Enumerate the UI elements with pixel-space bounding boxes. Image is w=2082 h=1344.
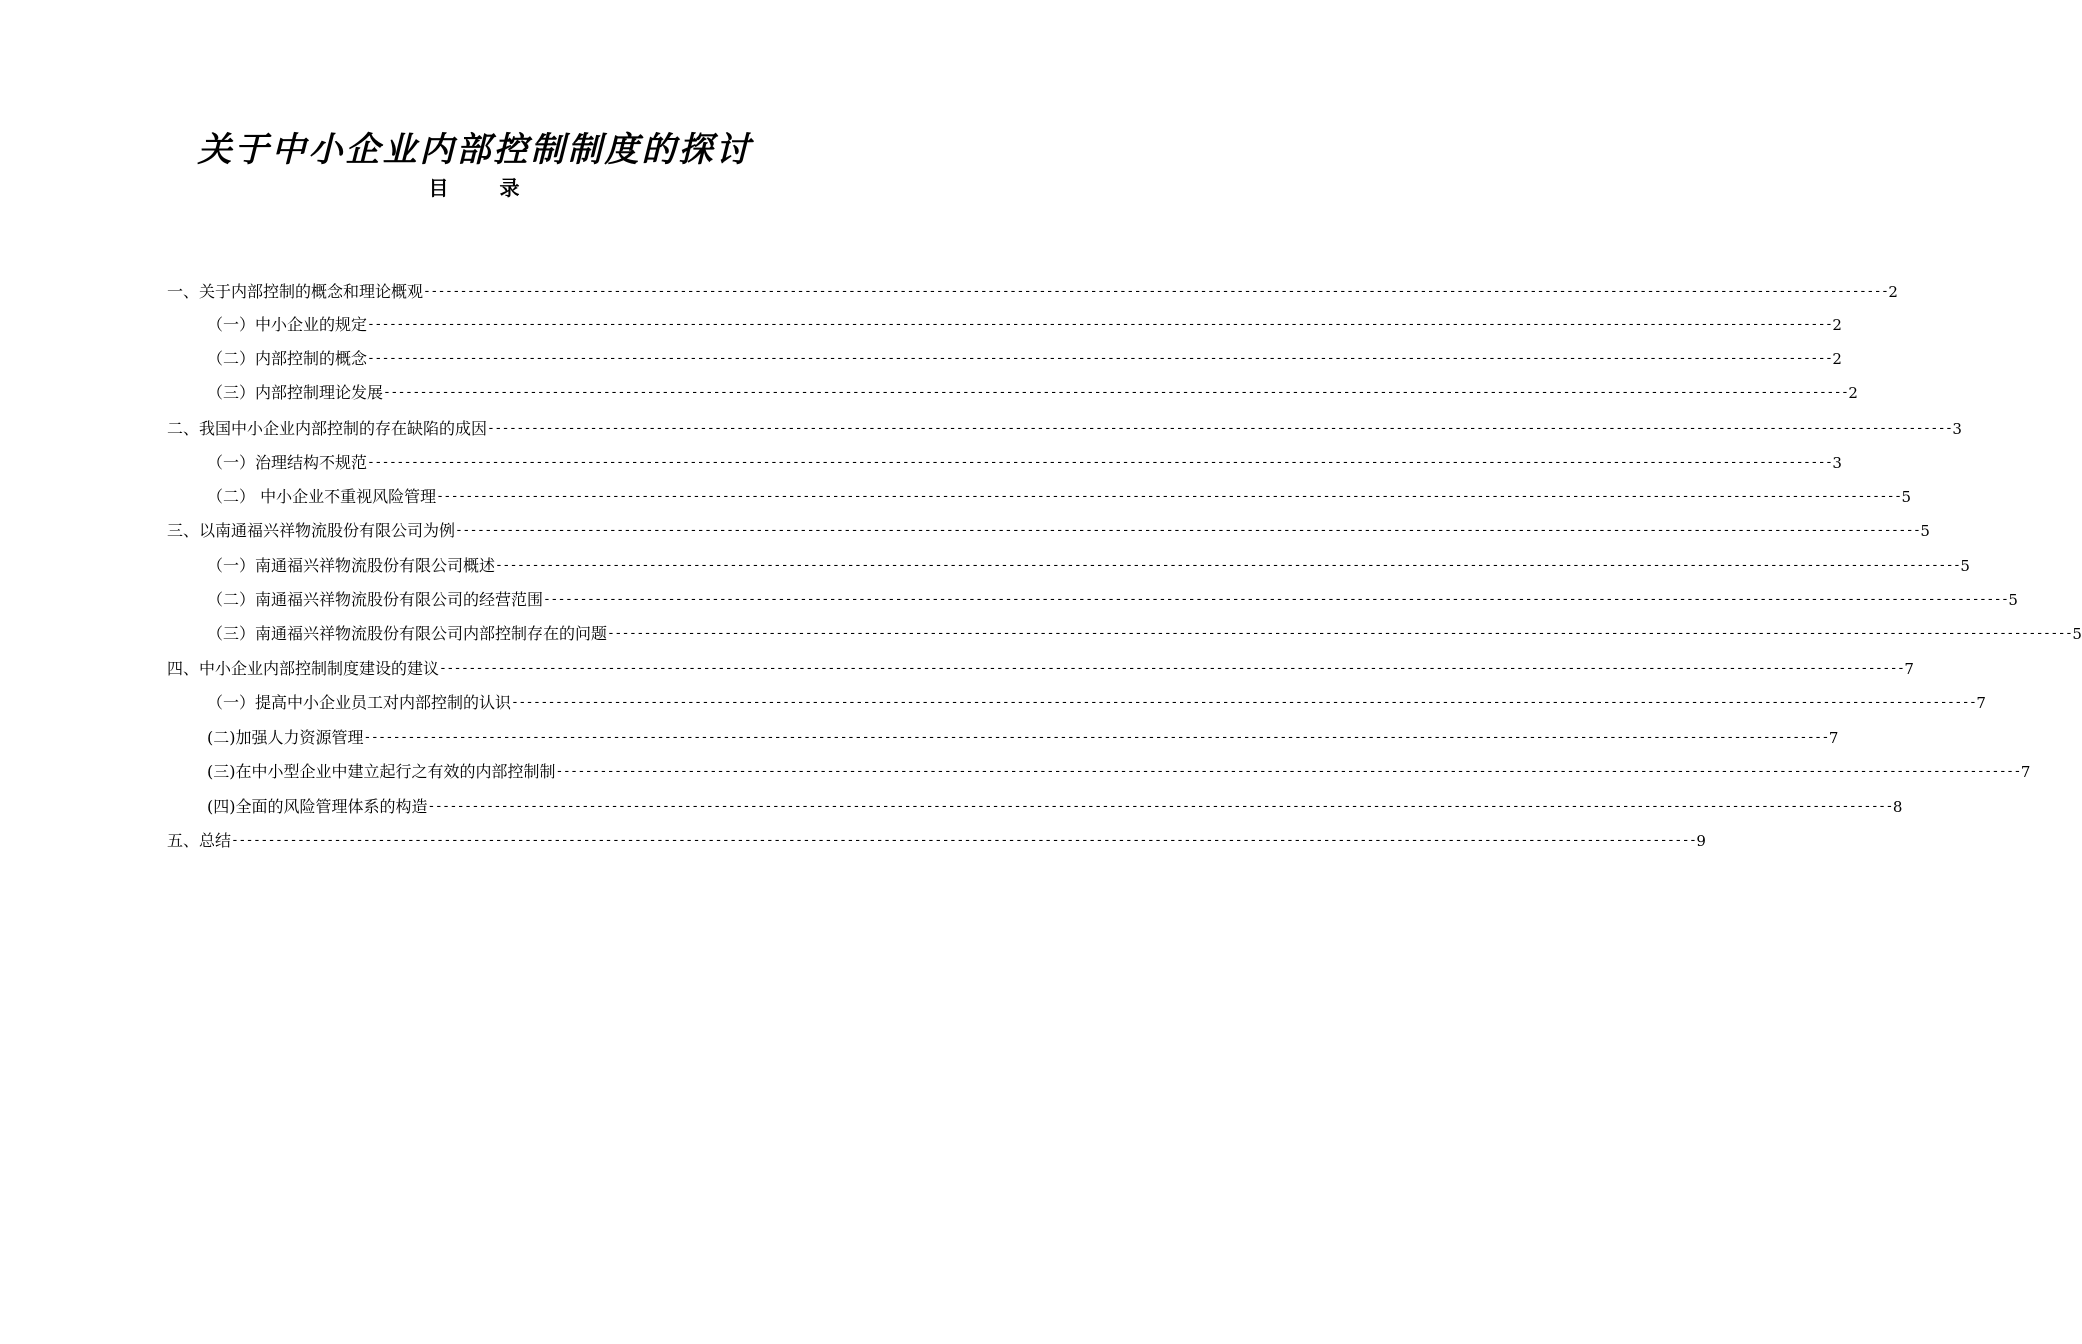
toc-entry-text: 四、中小企业内部控制制度建设的建议 [167,659,440,678]
toc-entry-text: 五、总结 [167,831,232,850]
toc-entry[interactable] [207,725,1839,751]
toc-entry-page: 2 [1832,316,1842,334]
toc-entry-page: 7 [1904,660,1914,678]
toc-entry-text: 一、关于内部控制的概念和理论概观 [167,282,424,301]
toc-leader: -------------------------------------------------------------------------------------------------------------------------------------------------------------------------------------------------------- [511,695,1977,710]
toc-entry-page: 2 [1848,384,1858,402]
toc-entry-text: 二、我国中小企业内部控制的存在缺陷的成因 [167,419,488,438]
toc-entry-text: （三）内部控制理论发展 [207,383,384,402]
toc-entry-text: （一）中小企业的规定 [207,315,368,334]
toc-entry-page: 7 [2020,763,2031,781]
toc-leader: -------------------------------------------------------------------------------------------------------------------------------------------------------------------------------------------------------- [455,523,1921,538]
toc-entry-text: (四)全面的风险管理体系的构造 [207,797,428,816]
toc-entry[interactable] [167,828,1706,854]
toc-entry-text: （一）治理结构不规范 [207,453,368,472]
toc-entry-page: 5 [1920,522,1930,540]
toc-entry[interactable] [207,553,1970,579]
toc-entry[interactable] [207,312,1842,338]
toc-entry-text: (三)在中小型企业中建立起行之有效的内部控制制 [207,762,556,781]
toc-entry-page: 2 [1832,350,1842,368]
toc-leader: -------------------------------------------------------------------------------------------------------------------------------------------------------------------------------------------------------- [487,421,1953,436]
toc-entry-page: 5 [2072,625,2082,643]
toc-entry-page: 7 [1828,729,1839,747]
toc-leader: -------------------------------------------------------------------------------------------------------------------------------------------------------------------------------------------------------- [436,489,1902,504]
toc-entry[interactable] [207,690,1986,716]
toc-entry-text: (二)加强人力资源管理 [207,728,364,747]
document-title: 关于中小企业内部控制制度的探讨 [197,130,753,170]
toc-leader: -------------------------------------------------------------------------------------------------------------------------------------------------------------------------------------------------------- [367,351,1833,366]
toc-entry-page: 9 [1696,832,1706,850]
toc-entry[interactable] [167,416,1962,442]
toc-entry[interactable] [207,380,1858,406]
toc-entry[interactable] [167,656,1914,682]
toc-entry-page: 3 [1832,454,1842,472]
toc-entry-page: 5 [1960,557,1970,575]
toc-entry[interactable] [207,621,2082,647]
toc-leader: -------------------------------------------------------------------------------------------------------------------------------------------------------------------------------------------------------- [423,284,1889,299]
toc-entry[interactable] [207,346,1842,372]
toc-entry[interactable] [167,518,1930,544]
toc-leader: -------------------------------------------------------------------------------------------------------------------------------------------------------------------------------------------------------- [495,558,1961,573]
toc-leader: -------------------------------------------------------------------------------------------------------------------------------------------------------------------------------------------------------- [543,592,2009,607]
toc-entry-page: 5 [1901,488,1911,506]
toc-heading: 目 录 [428,176,542,200]
toc-entry-page: 3 [1952,420,1962,438]
toc-entry[interactable] [207,759,2031,785]
toc-leader: -------------------------------------------------------------------------------------------------------------------------------------------------------------------------------------------------------- [439,661,1905,676]
toc-entry[interactable] [207,587,2018,613]
toc-entry-page: 7 [1976,694,1986,712]
toc-leader: -------------------------------------------------------------------------------------------------------------------------------------------------------------------------------------------------------- [367,317,1833,332]
toc-leader: -------------------------------------------------------------------------------------------------------------------------------------------------------------------------------------------------------- [231,833,1697,848]
toc-entry-page: 2 [1888,283,1898,301]
toc-entry-text: （二） 中小企业不重视风险管理 [207,487,437,506]
toc-entry-text: （二）内部控制的概念 [207,349,368,368]
toc-entry[interactable] [207,794,1903,820]
toc-entry-text: 三、以南通福兴祥物流股份有限公司为例 [167,521,456,540]
toc-entry-text: （二）南通福兴祥物流股份有限公司的经营范围 [207,590,544,609]
toc-entry[interactable] [207,484,1911,510]
toc-entry-text: （一）提高中小企业员工对内部控制的认识 [207,693,512,712]
toc-entry-text: （三）南通福兴祥物流股份有限公司内部控制存在的问题 [207,624,608,643]
toc-entry-text: （一）南通福兴祥物流股份有限公司概述 [207,556,496,575]
toc-entry-page: 5 [2008,591,2018,609]
toc-leader: -------------------------------------------------------------------------------------------------------------------------------------------------------------------------------------------------------- [363,730,1829,745]
toc-leader: -------------------------------------------------------------------------------------------------------------------------------------------------------------------------------------------------------- [427,799,1893,814]
toc-entry[interactable] [167,279,1898,305]
toc-leader: -------------------------------------------------------------------------------------------------------------------------------------------------------------------------------------------------------- [383,385,1849,400]
toc-leader: -------------------------------------------------------------------------------------------------------------------------------------------------------------------------------------------------------- [555,764,2021,779]
toc-entry-page: 8 [1892,798,1903,816]
toc-leader: -------------------------------------------------------------------------------------------------------------------------------------------------------------------------------------------------------- [367,455,1833,470]
toc-leader: -------------------------------------------------------------------------------------------------------------------------------------------------------------------------------------------------------- [607,626,2073,641]
toc-entry[interactable] [207,450,1842,476]
